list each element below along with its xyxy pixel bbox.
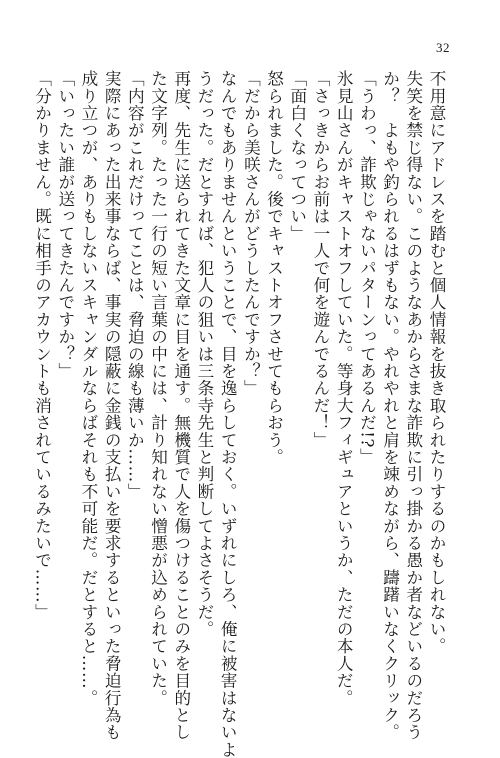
text-line: 「うわっ、詐欺じゃないパターンってあるんだ!?」 (357, 70, 377, 466)
text-line: 「分かりません。既に相手のアカウントも消されているみたいで……」 (32, 70, 52, 621)
text-line: うだった。だとすれば、犯人の狙いは三条寺先生と判断してよさそうだ。 (194, 70, 214, 638)
text-line: 実際にあった出来事ならば、事実の隠蔽に金銭の支払いを要求するといった脅迫行為も (102, 70, 122, 741)
text-line: 氷見山さんがキャストオフしていた。等身大フィギュアというか、ただの本人だ。 (334, 70, 354, 707)
text-line: 怒られました。後でキャストオフさせてもらおう。 (264, 70, 284, 466)
text-line: 「だから美咲さんがどうしたんですか？」 (241, 70, 261, 397)
text-line: 失笑を禁じ得ない。このようなあからさまな詐欺に引っ掛かる愚か者などいるのだろう (403, 70, 423, 741)
text-line: なんでもありませんということで、目を逸らしておく。いずれにしろ、俺に被害はないよ (218, 70, 238, 758)
text-line: 「内容がこれだけってことは、脅迫の線も薄いか……」 (125, 70, 145, 500)
text-line: 「いったい誰が送ってきたんですか？」 (55, 70, 75, 380)
text-line: か？ よもや釣られるはずもない。やれやれと肩を竦めながら、躊躇いなくクリック。 (380, 70, 400, 741)
vertical-text-body (32, 70, 448, 758)
text-line: 「さっきからお前は一人で何を遊んでるんだ！」 (310, 70, 330, 449)
text-line: 「面白くなってつい」 (287, 70, 307, 242)
text-line: た文字列。たった一行の短い言葉の中には、計り知れない憎悪が込められていた。 (148, 70, 168, 707)
text-line: 成り立つが、ありもしないスキャンダルならばそれも不可能だ。だとすると……。 (78, 70, 98, 707)
text-line: 再度、先生に送られてきた文章に目を通す。無機質で人を傷つけることのみを目的とし (171, 70, 191, 741)
text-line: 不用意にアドレスを踏むと個人情報を抜き取られたりするのかもしれない。 (427, 70, 446, 655)
page-number: 32 (436, 40, 450, 55)
